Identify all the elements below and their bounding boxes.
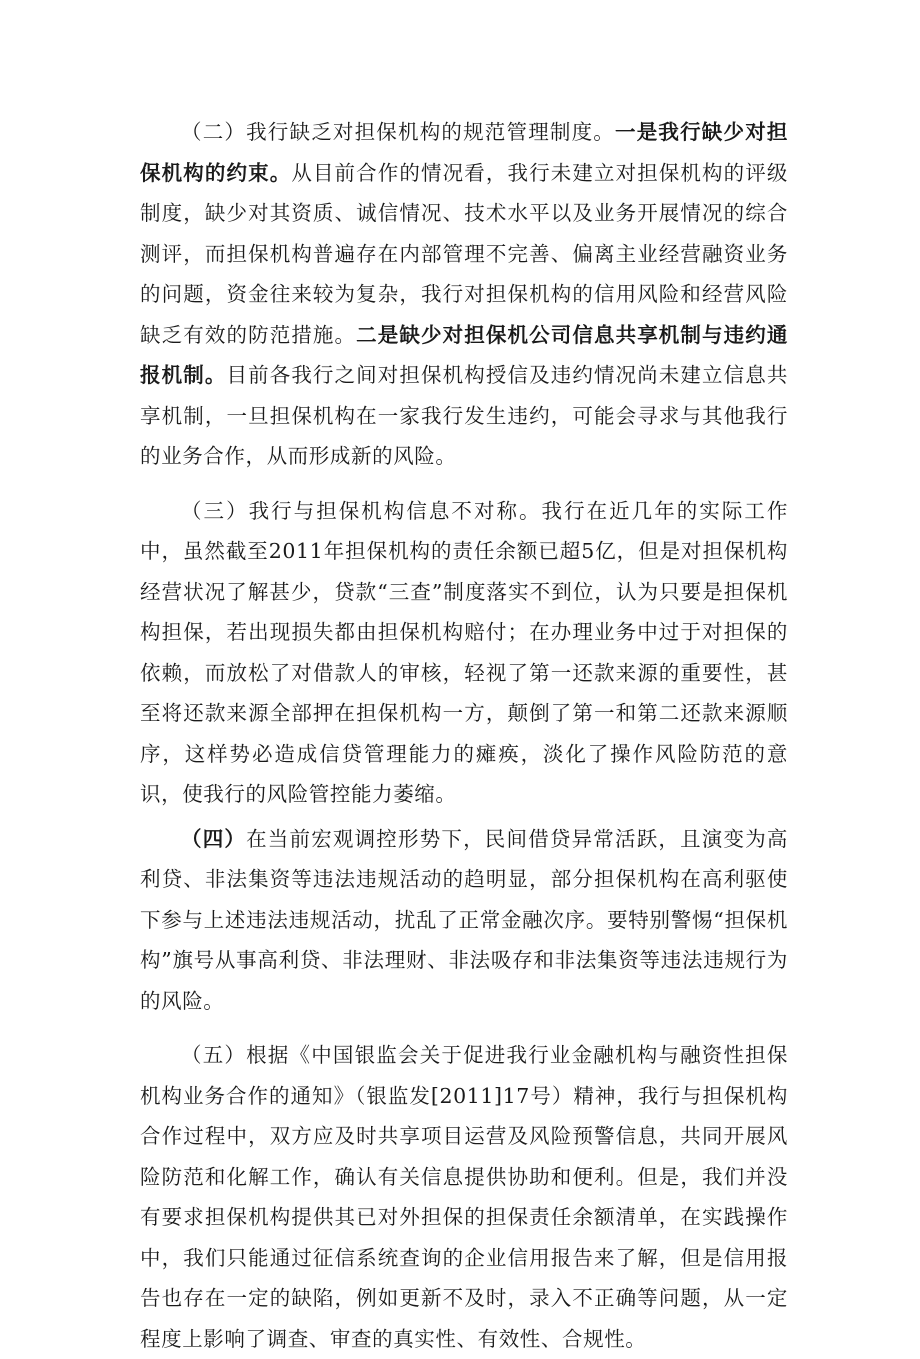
paragraph-5-body: （五）根据《中国银监会关于促进我行业金融机构与融资性担保机构业务合作的通知》（银监发[2011]17号）精神，我行与担保机构合作过程中，双方应及时共享项目运营及风险预警信息，共同开展风险防范和化解工作，确认有关信息提供协助和便利。但是，我们并没有要求担保机构提供其已对外担保的担保责任余额清单，在实践操作中，我们只能通过征信系统查询的企业信用报告来了解，但是信用报告也存在一定的缺陷，例如更新不及时，录入不正确等问题，从一定程度上影响了调查、审查的真实性、有效性、合规性。 bbox=[140, 1043, 788, 1351]
paragraph-2-body-2: 目前各我行之间对担保机构授信及违约情况尚未建立信息共享机制，一旦担保机构在一家我行发生违约，可能会寻求与其他我行的业务合作，从而形成新的风险。 bbox=[140, 363, 788, 468]
paragraph-2-point-1: 一是我行缺少对担保机构的约束。 bbox=[140, 120, 788, 185]
paragraph-4-body: 在当前宏观调控形势下，民间借贷异常活跃，且演变为高利贷、非法集资等违法违规活动的趋明显，部分担保机构在高利驱使下参与上述违法违规活动，扰乱了正常金融次序。要特别警惕“担保机构”旗号从事高利贷、非法理财、非法吸存和非法集资等违法违规行为的风险。 bbox=[140, 826, 788, 1013]
paragraph-4-heading: （四） bbox=[181, 826, 247, 851]
paragraph-2-body-1: 从目前合作的情况看，我行未建立对担保机构的评级制度，缺少对其资质、诚信情况、技术水平以及业务开展情况的综合测评，而担保机构普遍存在内部管理不完善、偏离主业经营融资业务的问题，资金往来较为复杂，我行对担保机构的信用风险和经营风险缺乏有效的防范措施。 bbox=[140, 160, 788, 347]
paragraph-4 bbox=[140, 819, 788, 1022]
paragraph-5 bbox=[140, 1035, 788, 1359]
document-page bbox=[140, 112, 788, 1359]
paragraph-3-heading: （三）我行与担保机构信息不对称。 bbox=[181, 498, 542, 523]
paragraph-2-heading: （二）我行缺乏对担保机构的规范管理制度。 bbox=[181, 120, 615, 144]
paragraph-2 bbox=[140, 112, 788, 477]
paragraph-2-point-2: 二是缺少对担保机公司信息共享机制与违约通报机制。 bbox=[140, 322, 788, 387]
paragraph-3-body: 我行在近几年的实际工作中，虽然截至2011年担保机构的责任余额已超5亿，但是对担保机构经营状况了解甚少，贷款“三查”制度落实不到位，认为只要是担保机构担保，若出现损失都由担保机构赔付；在办理业务中过于对担保的依赖，而放松了对借款人的审核，轻视了第一还款来源的重要性，甚至将还款来源全部押在担保机构一方，颠倒了第一和第二还款来源顺序，这样势必造成信贷管理能力的瘫痪，淡化了操作风险防范的意识，使我行的风险管控能力萎缩。 bbox=[140, 498, 788, 806]
paragraph-3 bbox=[140, 491, 788, 815]
